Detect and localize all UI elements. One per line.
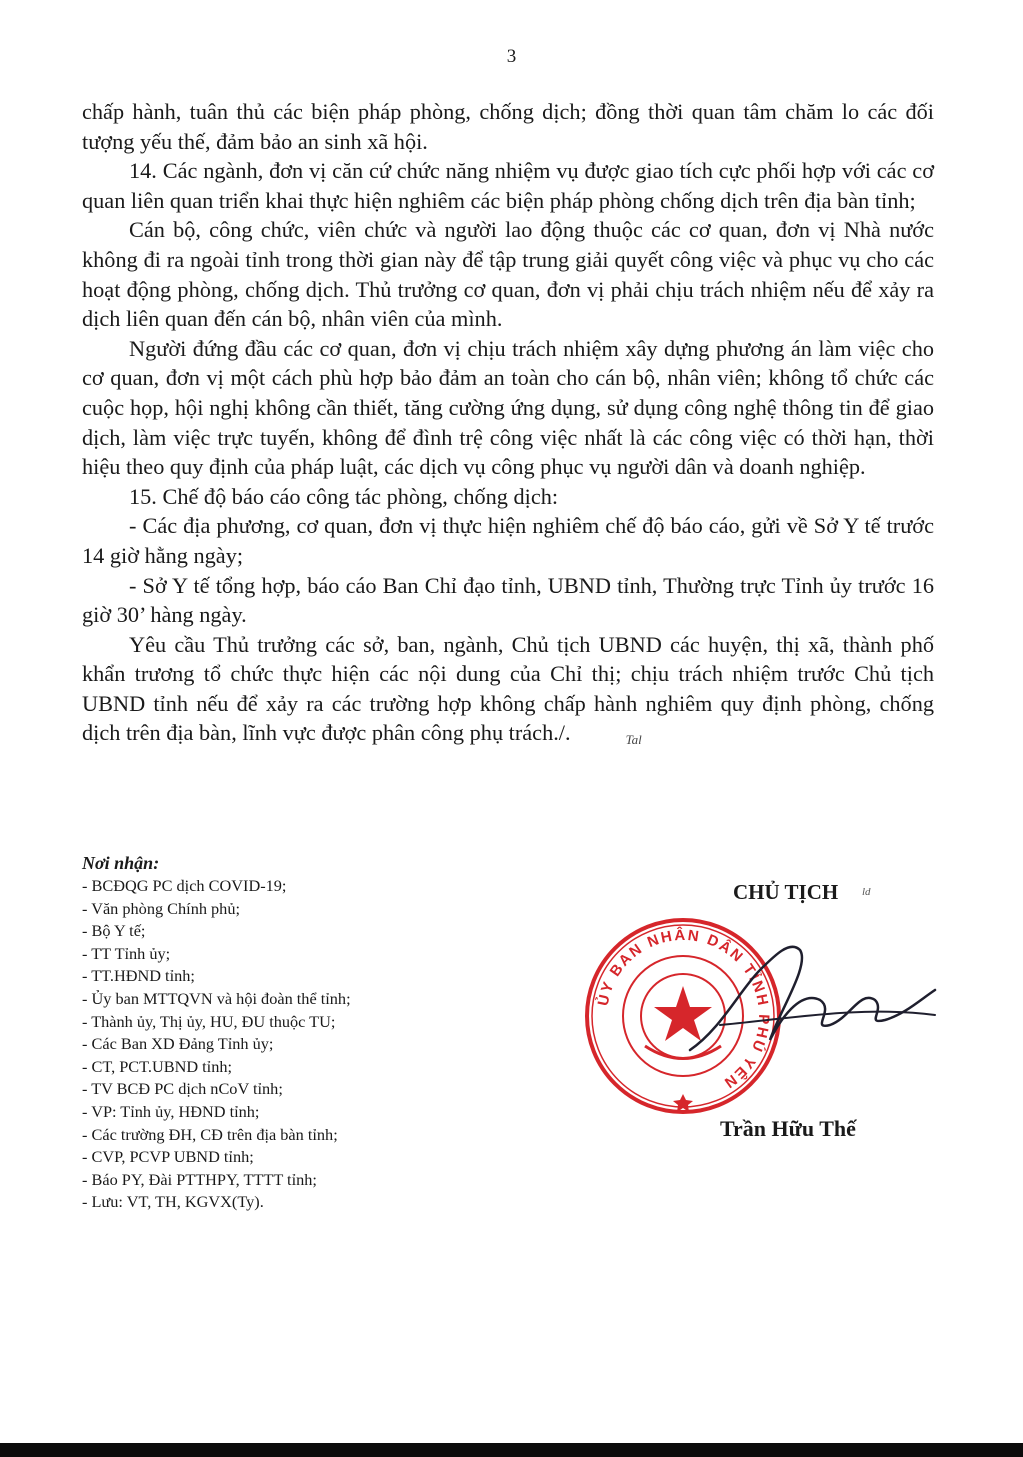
seal-small-star-icon (673, 1094, 693, 1112)
recipient-item: - CVP, PCVP UBND tỉnh; (82, 1147, 254, 1167)
body-paragraph: Yêu cầu Thủ trưởng các sở, ban, ngành, Chủ tịch UBND các huyện, thị xã, thành phố khẩn trương tổ chức thực hiện các nội dung của Chỉ thị; chịu trách nhiệm trước Chủ tịch UBND tỉnh nếu để xảy ra các trường hợp không chấp hành nghiêm quy định phòng, chống dịch trên địa bàn, lĩnh vực được phân công phụ trách./. Tal (82, 630, 934, 755)
body-paragraph: - Sở Y tế tổng hợp, báo cáo Ban Chỉ đạo tỉnh, UBND tỉnh, Thường trực Tỉnh ủy trước 16 giờ 30’ hàng ngày. (82, 572, 934, 628)
closing-initials: Tal (625, 732, 642, 748)
recipient-item: - Văn phòng Chính phủ; (82, 898, 240, 918)
seal-text-path: ỦY BAN NHÂN DÂN TỈNH PHÚ YÊN (594, 926, 773, 1093)
body-paragraph: - Các địa phương, cơ quan, đơn vị thực hiện nghiêm chế độ báo cáo, gửi về Sở Y tế trước 14 giờ hằng ngày; (82, 513, 934, 568)
recipient-item: - Các Ban XD Đảng Tỉnh ủy; (82, 1034, 274, 1054)
recipient-item: - TT Tỉnh ủy; (82, 943, 171, 963)
recipient-item: - Báo PY, Đài PTTHPY, TTTT tỉnh; (82, 1169, 317, 1189)
recipient-item: - Bộ Y tế; (82, 921, 146, 941)
recipient-item: - BCĐQG PC dịch COVID-19; (82, 876, 287, 895)
recipients-title: Nơi nhận: (82, 853, 160, 873)
body-paragraph: Người đứng đầu các cơ quan, đơn vị chịu trách nhiệm xây dựng phương án làm việc cho cơ quan, đơn vị một cách phù hợp bảo đảm an toàn cho cán bộ, nhân viên; không tổ chức các cuộc họp, hội nghị không cần thiết, tăng cường ứng dụng, sử dụng công nghệ thông tin để giao dịch, làm việc trực tuyến, không để đình trệ công việc nhất là các công việc có thời hạn, thời hiệu theo quy định của pháp luật, các dịch vụ công phục vụ người dân và doanh nghiệp. (82, 335, 934, 480)
signer-title-initials: ld (862, 886, 871, 898)
recipient-item: - Lưu: VT, TH, KGVX(Ty). (82, 1192, 264, 1212)
body-paragraph: chấp hành, tuân thủ các biện pháp phòng, chống dịch; đồng thời quan tâm chăm lo các đối tượng yếu thế, đảm bảo an sinh xã hội. (82, 99, 934, 154)
body-paragraph: 15. Chế độ báo cáo công tác phòng, chống dịch: (129, 483, 559, 509)
recipient-item: - TT.HĐND tỉnh; (82, 966, 195, 986)
signer-name: Trần Hữu Thế (720, 1116, 856, 1141)
signature (660, 930, 940, 1070)
body-paragraph: 14. Các ngành, đơn vị căn cứ chức năng nhiệm vụ được giao tích cực phối hợp với các cơ quan liên quan triển khai thực hiện nghiêm các biện pháp phòng chống dịch trên địa bàn tỉnh; (82, 158, 934, 213)
recipients-block (82, 851, 522, 1214)
recipients-list (82, 875, 522, 1214)
body-paragraph: Cán bộ, công chức, viên chức và người lao động thuộc các cơ quan, đơn vị Nhà nước không đi ra ngoài tỉnh trong thời gian này để tập trung giải quyết công việc và phục vụ cho các hoạt động phòng, chống dịch. Thủ trưởng cơ quan, đơn vị phải chịu trách nhiệm nếu để xảy ra dịch liên quan đến cán bộ, nhân viên của mình. (82, 217, 934, 332)
recipient-item: - VP: Tỉnh ủy, HĐND tỉnh; (82, 1101, 260, 1121)
recipient-item: - Thành ủy, Thị ủy, HU, ĐU thuộc TU; (82, 1011, 336, 1031)
recipient-item: - Các trường ĐH, CĐ trên địa bàn tỉnh; (82, 1124, 338, 1144)
scan-bottom-edge (0, 1443, 1023, 1457)
document-body (82, 97, 934, 755)
page-number: 3 (506, 46, 517, 67)
recipient-item: - TV BCĐ PC dịch nCoV tỉnh; (82, 1079, 283, 1099)
recipient-item: - Ủy ban MTTQVN và hội đoàn thể tỉnh; (82, 988, 351, 1008)
recipient-item: - CT, PCT.UBND tỉnh; (82, 1056, 233, 1076)
signer-title: CHỦ TỊCH (733, 880, 839, 904)
